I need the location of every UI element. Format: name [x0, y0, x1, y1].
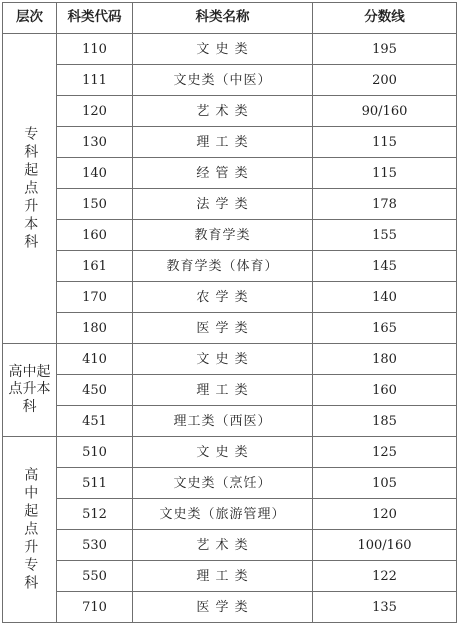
code-cell: 130	[57, 127, 133, 158]
table-row	[3, 313, 457, 344]
code-cell: 710	[57, 592, 133, 623]
code-cell: 140	[57, 158, 133, 189]
table-row	[3, 468, 457, 499]
score-cell: 155	[313, 220, 457, 251]
table-row	[3, 65, 457, 96]
name-cell: 文 史 类	[133, 344, 313, 375]
score-cell: 120	[313, 499, 457, 530]
name-cell: 医 学 类	[133, 592, 313, 623]
name-cell: 教育学类（体育）	[133, 251, 313, 282]
code-cell: 451	[57, 406, 133, 437]
score-cell: 140	[313, 282, 457, 313]
name-cell: 法 学 类	[133, 189, 313, 220]
score-cell: 160	[313, 375, 457, 406]
table-row	[3, 499, 457, 530]
name-cell: 理 工 类	[133, 561, 313, 592]
score-table-container	[2, 2, 456, 617]
level-cell: 高中起点升专科	[3, 437, 57, 623]
header-level: 层次	[3, 3, 57, 34]
name-cell: 艺 术 类	[133, 96, 313, 127]
table-row	[3, 34, 457, 65]
level-cell: 高中起点升本科	[3, 344, 57, 437]
name-cell: 文 史 类	[133, 437, 313, 468]
score-cell: 100/160	[313, 530, 457, 561]
table-row	[3, 406, 457, 437]
score-cell: 115	[313, 127, 457, 158]
code-cell: 511	[57, 468, 133, 499]
code-cell: 110	[57, 34, 133, 65]
table-header	[3, 3, 457, 34]
header-row	[3, 3, 457, 34]
score-cell: 200	[313, 65, 457, 96]
code-cell: 170	[57, 282, 133, 313]
table-row	[3, 96, 457, 127]
score-cell: 165	[313, 313, 457, 344]
score-cell: 178	[313, 189, 457, 220]
table-row	[3, 592, 457, 623]
table-row	[3, 251, 457, 282]
score-cell: 195	[313, 34, 457, 65]
score-cell: 125	[313, 437, 457, 468]
code-cell: 512	[57, 499, 133, 530]
code-cell: 550	[57, 561, 133, 592]
table-row	[3, 561, 457, 592]
code-cell: 180	[57, 313, 133, 344]
score-cell: 90/160	[313, 96, 457, 127]
table-row	[3, 530, 457, 561]
score-cell: 115	[313, 158, 457, 189]
table-row	[3, 375, 457, 406]
table-row	[3, 189, 457, 220]
table-body	[3, 34, 457, 623]
code-cell: 510	[57, 437, 133, 468]
score-cell: 105	[313, 468, 457, 499]
code-cell: 450	[57, 375, 133, 406]
table-row	[3, 220, 457, 251]
table-row	[3, 344, 457, 375]
table-row	[3, 158, 457, 189]
score-cell: 122	[313, 561, 457, 592]
header-score: 分数线	[313, 3, 457, 34]
score-table	[2, 2, 457, 623]
table-row	[3, 282, 457, 313]
score-cell: 180	[313, 344, 457, 375]
table-row	[3, 437, 457, 468]
code-cell: 111	[57, 65, 133, 96]
name-cell: 教育学类	[133, 220, 313, 251]
name-cell: 理 工 类	[133, 375, 313, 406]
code-cell: 410	[57, 344, 133, 375]
name-cell: 农 学 类	[133, 282, 313, 313]
name-cell: 医 学 类	[133, 313, 313, 344]
header-code: 科类代码	[57, 3, 133, 34]
level-cell: 专科起点升本科	[3, 34, 57, 344]
score-cell: 185	[313, 406, 457, 437]
code-cell: 161	[57, 251, 133, 282]
code-cell: 160	[57, 220, 133, 251]
table-row	[3, 127, 457, 158]
name-cell: 理 工 类	[133, 127, 313, 158]
name-cell: 文 史 类	[133, 34, 313, 65]
code-cell: 530	[57, 530, 133, 561]
code-cell: 120	[57, 96, 133, 127]
code-cell: 150	[57, 189, 133, 220]
score-cell: 145	[313, 251, 457, 282]
score-cell: 135	[313, 592, 457, 623]
name-cell: 文史类（烹饪）	[133, 468, 313, 499]
name-cell: 文史类（旅游管理）	[133, 499, 313, 530]
name-cell: 文史类（中医）	[133, 65, 313, 96]
header-name: 科类名称	[133, 3, 313, 34]
name-cell: 经 管 类	[133, 158, 313, 189]
name-cell: 理工类（西医）	[133, 406, 313, 437]
name-cell: 艺 术 类	[133, 530, 313, 561]
